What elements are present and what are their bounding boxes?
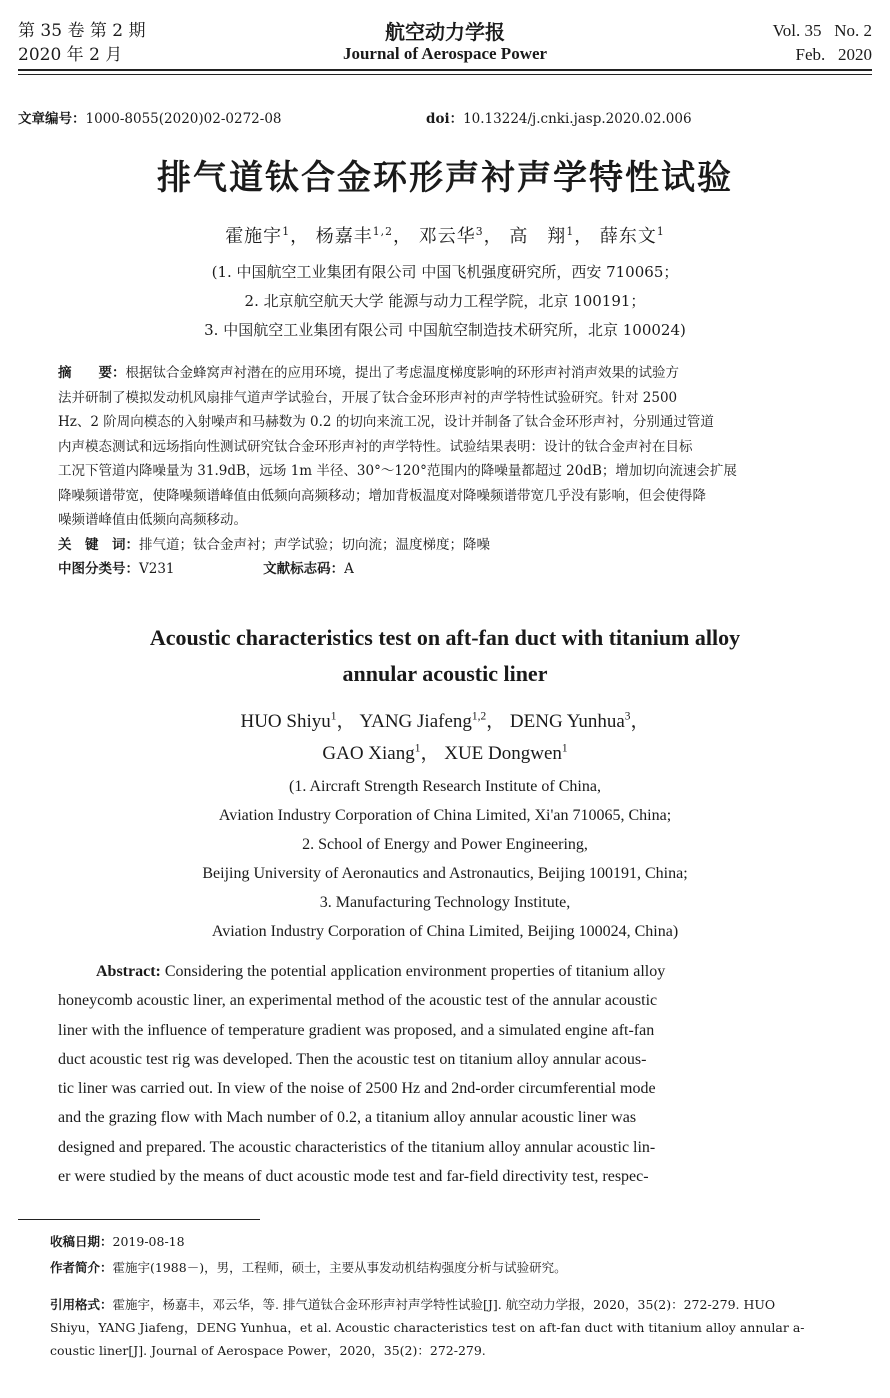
author-en: XUE Dongwen: [444, 743, 562, 764]
footnote-rule: [18, 1219, 260, 1220]
title-en: Acoustic characteristics test on aft-fan duct with titanium alloy annular acoustic liner: [149, 625, 741, 686]
affiliation-en: 2. School of Energy and Power Engineering,: [302, 836, 588, 853]
author-cn: 霍施宇: [225, 226, 283, 247]
classification: 中图分类号：V231 文献标志码：A: [58, 561, 354, 577]
volume-issue-cn: 第 35 卷 第 2 期: [18, 21, 146, 41]
affiliations-cn: [0, 258, 890, 345]
citation: 引用格式：霍施宇，杨嘉丰，邓云华，等. 排气道钛合金环形声衬声学特性试验[J]. 航空动力学报，2020，35(2)：272-279. HUO Shiyu，YANG Jiafeng，DENG Yunhua，et al. Acoustic characteristics test on aft-fan duct with titanium alloy annular a- coustic liner[J]. Journal of Aerospace Power，2020，35(2)：272-279.: [50, 1297, 805, 1358]
author-cn: 高 翔: [509, 226, 567, 247]
journal-name-en: Journal of Aerospace Power: [342, 44, 548, 63]
affiliation-en: (1. Aircraft Strength Research Institute of China,: [289, 778, 601, 795]
header-rule-thick: [18, 69, 872, 71]
keywords-cn: 关 键 词：排气道；钛合金声衬；声学试验；切向流；温度梯度；降噪: [58, 536, 490, 553]
author-cn: 杨嘉丰: [315, 226, 373, 247]
date-cn: 2020 年 2 月: [18, 45, 123, 65]
abstract-en: Abstract: Considering the potential application environment properties of titanium alloy honeycomb acoustic liner, an experimental method of the acoustic test of the annular acoustic liner with the influence of temperature gradient was proposed, and a simulated engine aft-fan duct acoustic test rig was developed. Then the acoustic test on titanium alloy annular acous- tic liner was carried out. In view of the noise of 2500 Hz and 2nd-order circumferential mode and the grazing flow with Mach number of 0.2, a titanium alloy annular acoustic liner was designed and prepared. The acoustic characteristics of the titanium alloy annular acoustic lin- er were studied by the means of duct acoustic mode test and far-field directivity test, respec-: [58, 963, 666, 1186]
authors-cn: 霍施宇$^1$， 杨嘉丰$^{1,2}$， 邓云华$^3$， 高 翔$^1$， 薛东文$^1$: [225, 225, 665, 247]
affiliation-cn: 2. 北京航空航天大学 能源与动力工程学院，北京 100191；: [244, 292, 646, 310]
author-cn: 邓云华: [418, 226, 476, 247]
author-en: DENG Yunhua: [509, 711, 625, 732]
author-bio: 作者简介：霍施宇(1988－)，男，工程师，硕士，主要从事发动机结构强度分析与试验研究。: [50, 1260, 567, 1275]
affiliations-en: [0, 772, 890, 946]
volume-issue-en: Vol. 35 No. 2: [772, 21, 872, 40]
journal-name-cn: 航空动力学报: [385, 20, 505, 44]
author-en: HUO Shiyu: [240, 711, 331, 732]
header-rule-thin: [18, 74, 872, 75]
abstract-en-label: Abstract:: [96, 963, 161, 980]
article-number: 文章编号：1000-8055(2020)02-0272-08: [18, 111, 282, 127]
abstract-cn: 摘 要：根据钛合金蜂窝声衬潜在的应用环境，提出了考虑温度梯度影响的环形声衬消声效果的试验方 法并研制了模拟发动机风扇排气道声学试验台，开展了钛合金环形声衬的声学特性试验研究。针对 2500 Hz、2 阶周向模态的入射噪声和马赫数为 0.2 的切向来流工况，设计并制备了钛合金环形声衬，分别通过管道 内声模态测试和远场指向性测试研究钛合金环形声衬的声学特性。试验结果表明：设计的钛合金声衬在目标 工况下管道内降噪量为 31.9dB，远场 1m 半径、30°～120°范围内的降噪量都超过 20dB；增加切向流速会扩展 降噪频谱带宽，使降噪频谱峰值由低频向高频移动；增加背板温度对降噪频谱带宽几乎没有影响，但会使得降 噪频谱峰值由低频向高频移动。 关 键 词：排气道；钛合金声衬；声学试验；切向流；温度梯度；降噪 中图分类号：V231 文献标志码：A: [58, 361, 834, 582]
affiliation-cn: (1. 中国航空工业集团有限公司 中国飞机强度研究所，西安 710065；: [211, 263, 679, 281]
received-date: 收稿日期：2019-08-18: [50, 1234, 185, 1249]
affiliation-en: Aviation Industry Corporation of China Limited, Beijing 100024, China): [211, 923, 679, 940]
title-cn: 排气道钛合金环形声衬声学特性试验: [157, 158, 733, 198]
affiliation-cn: 3. 中国航空工业集团有限公司 中国航空制造技术研究所，北京 100024): [204, 321, 686, 339]
authors-en: HUO Shiyu$^1$， YANG Jiafeng$^{1,2}$， DENG Yunhua$^3$， GAO Xiang$^1$， XUE Dongwen$^1$: [240, 710, 650, 764]
affiliation-en: 3. Manufacturing Technology Institute,: [319, 894, 571, 911]
affiliation-en: Aviation Industry Corporation of China Limited, Xi'an 710065, China;: [218, 807, 672, 824]
author-cn: 薛东文: [599, 226, 657, 247]
author-en: YANG Jiafeng: [359, 711, 472, 732]
author-en: GAO Xiang: [322, 743, 415, 764]
doi: doi：10.13224/j.cnki.jasp.2020.02.006: [426, 111, 692, 127]
abstract-cn-label: 摘 要：: [58, 365, 126, 381]
date-en: Feb. 2020: [795, 45, 872, 64]
affiliation-en: Beijing University of Aeronautics and Astronautics, Beijing 100191, China;: [202, 865, 688, 882]
